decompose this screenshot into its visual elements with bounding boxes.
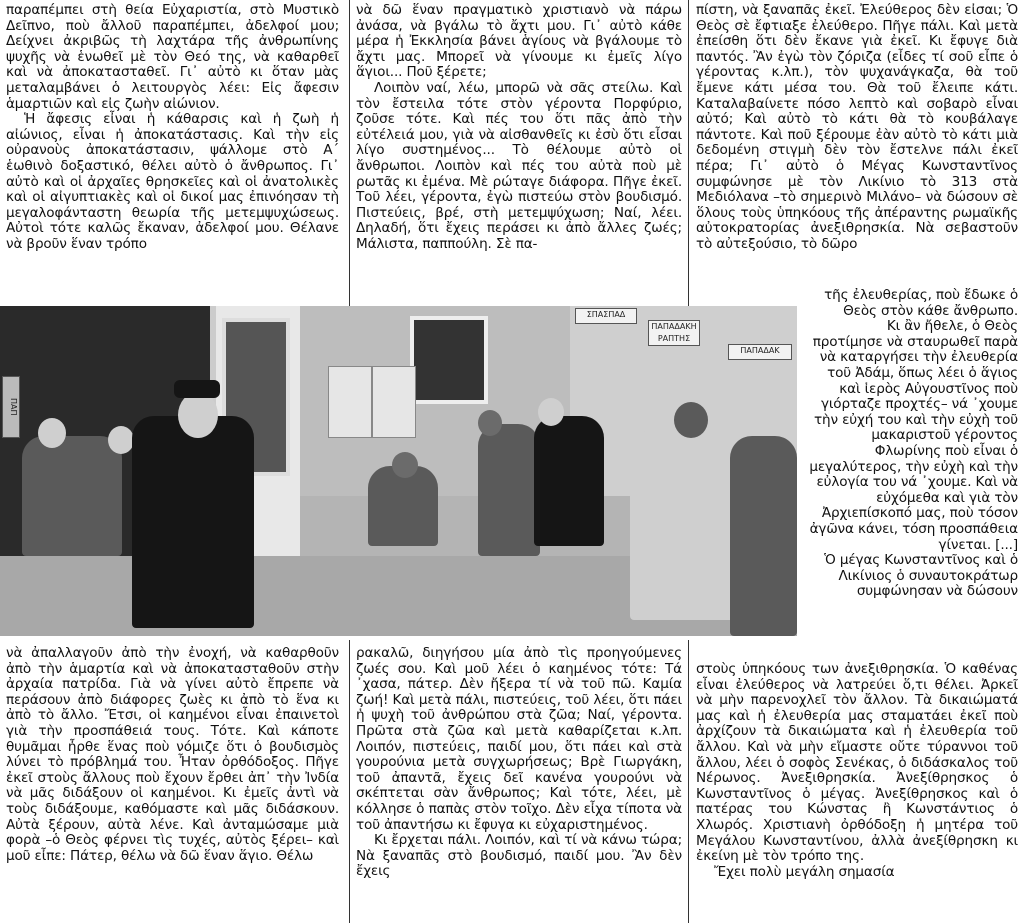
paragraph: Λοιπὸν ναί, λέω, μπορῶ νὰ σᾶς στείλω. Καὶ τὸν ἔστειλα τότε στὸν γέροντα Πορφύριο, ζοῦσε τότε. Καὶ πές του ὅτι πᾶς ἀπὸ τὴν εὐτέλειά μου, γιὰ νὰ αἰσθανθεῖς κι ἐσὺ ὅτι εἶσαι λίγο συστημένος... Τὸ θέλουμε αὐτὸ οἱ ἄνθρωποι. Λοιπὸν καὶ πές του αὐτὰ ποὺ μὲ ρωτᾶς κι ἐμένα. Μὲ ρώταγε διάφορα. Πῆγε ἐκεῖ. Τοῦ λέει, γέροντα, ἐγὼ πιστεύω στὸν βουδισμό. Πιστεύεις, βρέ, στὴ μετεμψύχωση; Ναί, λέει. Δηλαδή, ὅτι ἔχεις περάσει κι ἀπὸ ἄλλες ζωές; Μάλιστα, παππούλη. Σὲ πα- — [356, 79, 682, 252]
column-rule — [349, 0, 350, 306]
column-3-side — [804, 288, 1018, 640]
paragraph: Κι ἂν ἤθελε, ὁ Θεὸς προτίμησε νὰ σταυρωθεῖ παρὰ νὰ καταργήσει τὴν ἐλευθερία τοῦ Ἀδάμ, ὅπως λέει ὁ ἅγιος καὶ ἱερὸς Αὐγουστῖνος ποὺ γιόρταζε προχτές– νά ᾽χουμε τὴν εὐχή του καὶ τὴν εὐχὴ τοῦ μακαριστοῦ γέροντος Φλωρίνης ποὺ εἶναι ὁ μεγαλύτερος, τὴν εὐχὴ καὶ τὴν εὐλογία του νά ᾽χουμε. Καὶ νὰ εὐχόμεθα καὶ γιὰ τὸν Ἀρχιεπίσκοπό μας, ποὺ τόσον ἀγῶνα κάνει, τόση προσπάθεια γίνεται. [...] — [809, 318, 1018, 553]
column-2-bottom — [356, 646, 682, 922]
paragraph: πίστη, νὰ ξαναπᾶς ἐκεῖ. Ἐλεύθερος δὲν εἶσαι; Ὁ Θεὸς σὲ ἔφτιαξε ἐλεύθερο. Πῆγε πάλι. Καὶ μετὰ ἐπείσθη ὅτι δὲν ἔκανε γιὰ ἐκεῖ. Κι ἔφυγε διὰ παντός. Ἂν ἐγὼ τὸν ζόριζα (εἶδες τί σοῦ εἶπε ὁ γέροντας κ.λπ.), τὸν ψυχανάγκαζα, θὰ τοῦ ἔμενε κάτι μέσα του. Θὰ τοῦ ἔλειπε κάτι. Καταλαβαίνετε πόσο λεπτὸ καὶ σοβαρὸ εἶναι αὐτό; Καὶ αὐτὸ τὸ κάτι θὰ τὸ κουβάλαγε πάντοτε. Καὶ ποῦ ξέρουμε ἐὰν αὐτὸ τὸ κάτι μιὰ δεδομένη στιγμὴ δὲν τὸν ἔστελνε πάλι ἐκεῖ πέρα; Γι᾽ αὐτὸ ὁ Μέγας Κωνσταντῖνος συμφώνησε μὲ τὸν Λικίνιο τὸ 313 στὰ Μεδιόλανα –τὸ σημερινὸ Μιλάνο– νὰ δώσουν σὲ ὅλους τοὺς ὑπηκόους τῆς ἀπέραντης ρωμαϊκῆς αὐτοκρατορίας ἀνεξιθρησκία. Νὰ σεβαστοῦν τὸ αὐτεξούσιο, τὸ δῶρο — [696, 3, 1018, 252]
column-1-top — [6, 3, 339, 291]
street-photo — [0, 306, 797, 636]
photo-head — [38, 418, 66, 448]
photo-head — [108, 426, 134, 454]
paragraph: τῆς ἐλευθερίας, ποὺ ἔδωκε ὁ Θεὸς στὸν κάθε ἄνθρωπο. — [824, 288, 1018, 319]
photo-head — [478, 410, 502, 436]
photo-head — [674, 402, 708, 438]
photo-head — [178, 392, 218, 438]
paragraph: παραπέμπει στὴ θεία Εὐχαριστία, στὸ Μυστικὸ Δεῖπνο, ποὺ ἄλλοῦ παραπέμπει, ἀδελφοί μου; Δείχνει ἀκριβῶς τὴ λαχτάρα τῆς ἀνθρωπίνης ψυχῆς νὰ ἑνωθεῖ μὲ τὸν Θεό της, νὰ καθαρθεῖ καὶ νὰ ἀποκατασταθεῖ. Γι᾽ αὐτὸ κι ὅταν μὰς μεταλαμβάνει ὁ λειτουργὸς λέει: Εἰς ἄφεσιν ἁμαρτιῶν καὶ εἰς ζωὴν αἰώνιον. — [6, 3, 339, 112]
paragraph: νὰ δῶ ἕναν πραγματικὸ χριστιανὸ νὰ πάρω ἀνάσα, νὰ βγάλω τὸ ἄχτι μου. Γι᾽ αὐτὸ κάθε μέρα ἡ Ἐκκλησία βάνει ἁγίους νὰ βγάλουμε τὸ ἄχτι μας. Μπορεῖ νὰ γίνουμε κι ἐμεῖς λίγο ἅγιοι... Ποῦ ξέρετε; — [356, 3, 682, 81]
photo-person — [730, 436, 797, 636]
paragraph: Ὁ μέγας Κωνσταντῖνος καὶ ὁ Λικίνιος ὁ συναυτοκράτωρ συμφώνησαν νὰ δώσουν — [824, 552, 1018, 600]
photo-head — [538, 398, 564, 426]
paragraph: στοὺς ὑπηκόους των ἀνεξιθρησκία. Ὁ καθένας εἶναι ἐλεύθερος νὰ λατρεύει ὅ,τι θέλει. Ἀρκεῖ νὰ μὴν παρενοχλεῖ τὸν ἄλλον. Τὰ δικαιώματά μας καὶ ἡ ἐλευθερία μας σταματάει ἐκεῖ ποὺ ἀρχίζουν τὰ δικαιώματα καὶ ἡ ἐλευθερία τοῦ ἄλλου. Καὶ νὰ μὴν εἴμαστε οὔτε τύραννοι τοῦ ἄλλου, λέει ὁ σοφὸς Σενέκας, ὁ διδάσκαλος τοῦ Νέρωνος. Ἀνεξιθρησκία. Ἀνεξίθρησκος ὁ Κωνσταντῖνος ὁ μέγας. Ἀνεξίθρησκος καὶ ὁ πατέρας του Κώνστας ἢ Κωνστάντιος ὁ Χλωρός. Χριστιανὴ ὀρθόδοξη ἡ μητέρα τοῦ Μεγάλου Κωνσταντίνου, ἀλλὰ ἀνεξίθρησκη κι ἐκείνη μὲ τὸν τρόπο της. — [696, 662, 1018, 865]
photo-sign-left: ΠΑΠ — [2, 376, 20, 438]
column-3-top — [696, 3, 1018, 291]
paragraph: νὰ ἀπαλλαγοῦν ἀπὸ τὴν ἐνοχή, νὰ καθαρθοῦν ἀπὸ τὴν ἁμαρτία καὶ νὰ ἀποκατασταθοῦν στὴν ἀρχαία πατρίδα. Γιὰ νὰ γίνει αὐτὸ ἔπρεπε νὰ περάσουν ἀπὸ διάφορες ζωὲς κι ἀπὸ τὸ ἕνα κι ἀπὸ τὸ ἄλλο. Ἔτσι, οἱ καημένοι εἶναι ἐπαινετοὶ γιὰ τὴν προσπάθειά τους. Τότε. Καὶ κάποτε θυμᾶμαι ἦρθε ἕνας ποὺ νόμιζε ὅτι ὁ βουδισμὸς λύνει τὸ πρόβλημά του. Ἦταν ὀρθόδοξος. Πῆγε ἐκεῖ στοὺς ἄλλους ποὺ ἔχουν ἔρθει ἀπ᾽ τὴν Ἰνδία νὰ μᾶς διδάξουν οἱ καημένοι. Κι ἐμεῖς ἀντὶ νὰ τοὺς διδάξουμε, καθόμαστε καὶ μᾶς διδάσκουν. Αὐτὰ ξέρουν, αὐτὰ λένε. Καὶ ἀνταμώσαμε μιὰ φορὰ –ὁ Θεὸς φέρνει τὶς τυχές, αὐτὸς ξέρει– καὶ μοῦ εἶπε: Πάτερ, θέλω νὰ δῶ ἕναν ἅγιο. Θέλω — [6, 646, 339, 864]
photo-person — [478, 424, 540, 556]
column-3-bottom — [696, 662, 1018, 922]
column-1-bottom — [6, 646, 339, 922]
paragraph: Ἡ ἄφεσις εἶναι ἡ κάθαρσις καὶ ἡ ζωὴ ἡ αἰώνιος, εἶναι ἡ ἀποκατάστασις. Καὶ τὴν εἰς οὐρανοὺς ἀποκατάστασιν, ψάλλομε στὸ Α΄ ἑωθινὸ δοξαστικό, θέλει αὐτὸ ὁ ἄνθρωπος. Γι᾽ αὐτὸ καὶ οἱ ἀρχαῖες θρησκεῖες καὶ οἱ ἀνατολικὲς καὶ οἱ αἰγυπτιακὲς καὶ οἱ δικοί μας ἐπινόησαν τὴ μεγαλοφάνταστη θεωρία τῆς μετεμψυχώσεως. Αὐτοὶ τότε καλῶς ἔκαναν, ἀδελφοί μου. Θέλανε νὰ βροῦν ἕναν τρόπο — [6, 111, 339, 252]
paragraph: Ἔχει πολὺ μεγάλη σημασία — [714, 863, 895, 880]
photo-sign-right: ΠΑΠΑΔΑΚΗ ΡΑΠΤΗΣ — [648, 320, 700, 346]
photo-sign-mid: ΣΠΑΣΠΑΔ — [575, 308, 637, 324]
column-rule — [688, 640, 689, 923]
column-rule — [349, 640, 350, 923]
photo-priest — [132, 416, 254, 628]
column-2-top — [356, 3, 682, 291]
paragraph: ρακαλῶ, διηγήσου μία ἀπὸ τὶς προηγούμενες ζωές σου. Καὶ μοῦ λέει ὁ καημένος τότε: Τά ᾽χασα, πάτερ. Δὲν ἤξερα τί νὰ τοῦ πῶ. Καμία ζωή! Καὶ μετὰ πάλι, πιστεύεις, τοῦ λέει, ὅτι πάει ἡ ψυχὴ τοῦ ἀνθρώπου στὰ ζῶα; Ναί, γέροντα. Πρῶτα στὰ ζῶα καὶ μετὰ καθαρίζεται κ.λπ. Λοιπόν, πιστεύεις, παιδί μου, ὅτι πάει καὶ στὰ γουρούνια μετὰ συγχωρήσεως; Βρὲ Γιωργάκη, τοῦ ἀπαντᾶ, ἔχεις δεῖ κανένα γουρούνι νὰ σκέπτεται σὰν ἄνθρωπος; Καὶ τότε, λέει, μὲ κόλλησε ὁ παπὰς στὸν τοῖχο. Δὲν εἶχα τίποτα νὰ τοῦ ἀπαντήσω κι ἔφυγα κι εὐχαριστημένος. — [356, 646, 682, 833]
photo-poster — [328, 366, 372, 438]
photo-head — [392, 452, 418, 478]
photo-priest-hat — [174, 380, 220, 398]
photo-sign-far: ΠΑΠΑΔΑΚ — [728, 344, 792, 360]
column-rule — [688, 0, 689, 306]
photo-poster — [372, 366, 416, 438]
photo-person — [22, 436, 122, 556]
paragraph: Κι ἔρχεται πάλι. Λοιπόν, καὶ τί νὰ κάνω τώρα; Νὰ ξαναπᾶς στὸ βουδισμό, παιδί μου. Ἂν δὲν ἔχεις — [356, 832, 682, 880]
photo-window — [410, 316, 488, 404]
photo-person — [534, 416, 604, 546]
photo-person — [368, 466, 438, 546]
